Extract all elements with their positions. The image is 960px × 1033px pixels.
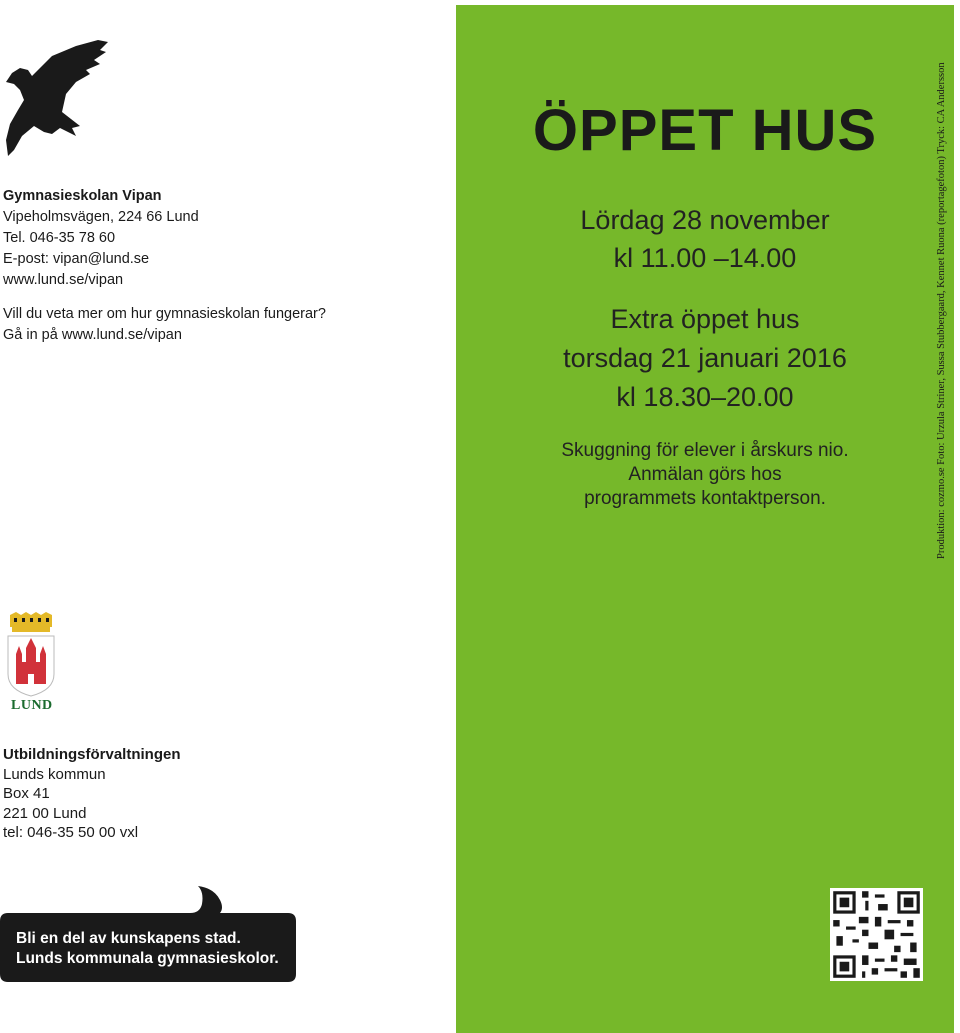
department-name: Utbildningsförvaltningen <box>3 746 181 763</box>
event-notes <box>456 439 954 511</box>
event-extra <box>456 300 954 417</box>
left-column <box>0 0 455 1033</box>
slogan-line-2: Lunds kommunala gymnasieskolor. <box>16 949 279 967</box>
department-org: Lunds kommun <box>3 765 106 783</box>
qr-code-icon[interactable] <box>830 888 923 981</box>
school-address: Vipeholmsvägen, 224 66 Lund <box>3 209 199 225</box>
event-note-1: Skuggning för elever i årskurs nio. <box>561 440 849 461</box>
event-note-3: programmets kontaktperson. <box>584 488 826 509</box>
production-credits: Produktion: cozmo.se Foto: Urzula Striner, Sussa Stubbergaard, Kennet Ruona (reportagefoton) Tryck: CA Andersson <box>936 62 947 559</box>
event-panel <box>456 5 954 1033</box>
event-time-1: kl 11.00 –14.00 <box>613 243 797 273</box>
school-email[interactable]: E-post: vipan@lund.se <box>3 251 150 267</box>
event-extra-label: Extra öppet hus <box>610 304 800 334</box>
event-note-2: Anmälan görs hos <box>628 464 782 485</box>
department-phone: tel: 046-35 50 00 vxl <box>3 824 139 841</box>
slogan-line-1: Bli en del av kunskapens stad. <box>16 930 241 947</box>
department-contact <box>3 745 181 843</box>
slogan <box>16 929 279 968</box>
event-date-1: Lördag 28 november <box>580 205 830 235</box>
event-date-2: torsdag 21 januari 2016 <box>563 343 847 373</box>
raven-logo-icon <box>2 40 110 158</box>
school-contact <box>3 186 326 346</box>
department-box: Box 41 <box>3 785 50 802</box>
event-time-2: kl 18.30–20.00 <box>616 382 794 412</box>
school-question: Vill du veta mer om hur gymnasieskolan fungerar? <box>3 306 326 322</box>
school-name: Gymnasieskolan Vipan <box>3 188 162 204</box>
department-postal: 221 00 Lund <box>3 804 87 822</box>
event-primary <box>456 201 954 277</box>
school-web[interactable]: www.lund.se/vipan <box>3 272 124 288</box>
school-phone: Tel. 046-35 78 60 <box>3 230 116 246</box>
crest-label: LUND <box>11 698 53 713</box>
event-title: ÖPPET HUS <box>532 98 878 163</box>
school-more-link[interactable]: Gå in på www.lund.se/vipan <box>3 327 182 343</box>
